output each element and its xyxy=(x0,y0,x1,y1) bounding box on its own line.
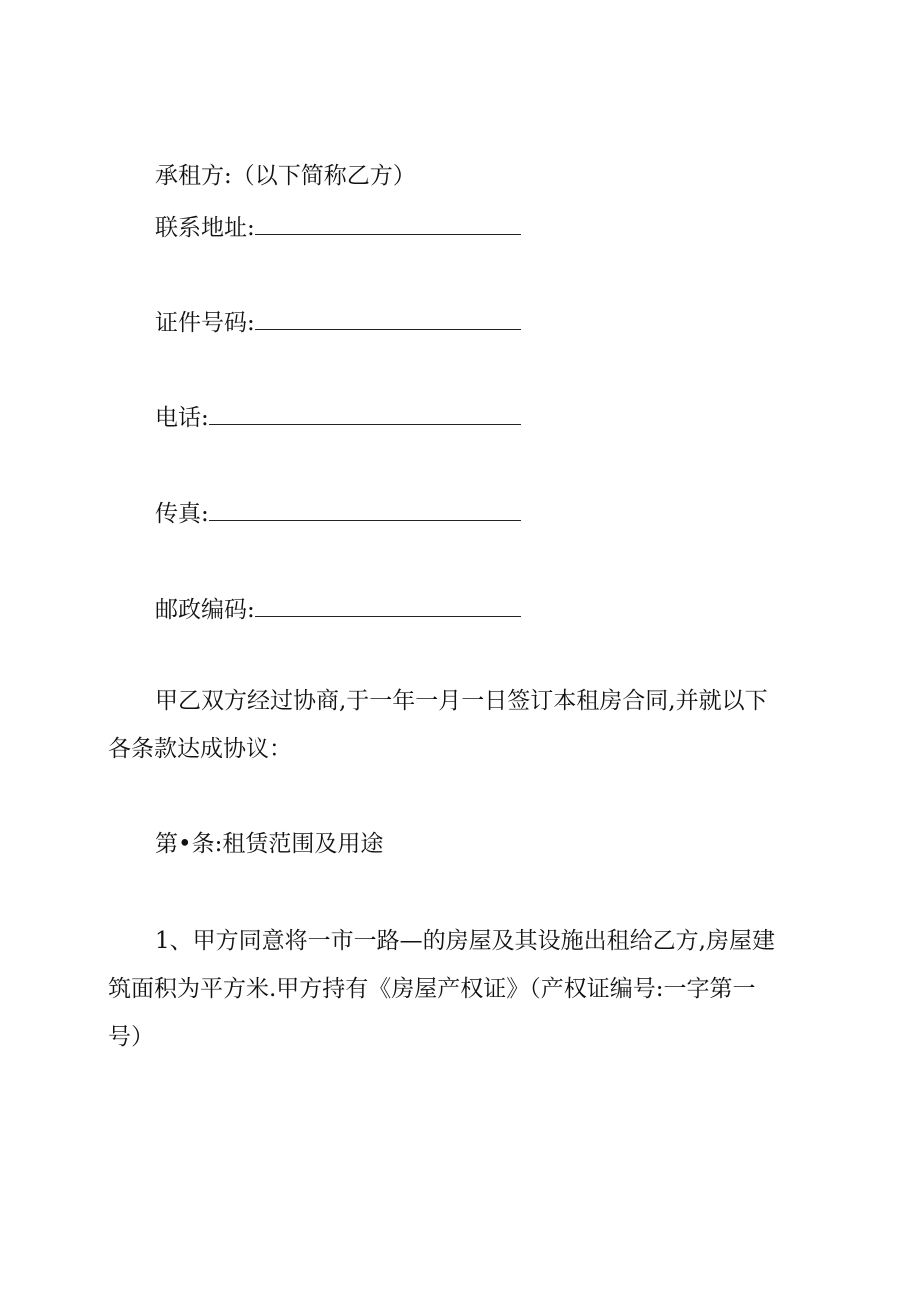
id-number-field xyxy=(155,305,521,339)
lessee-heading: 承租方:（以下简称乙方） xyxy=(155,163,416,189)
postal-code-blank[interactable] xyxy=(255,592,521,617)
address-blank[interactable] xyxy=(255,210,521,235)
postal-code-field xyxy=(155,592,521,626)
clause-1-line-1: 1、甲方同意将一市一路—的房屋及其设施出租给乙方,房屋建 xyxy=(155,928,775,954)
agreement-text-line-2: 各条款达成协议： xyxy=(108,736,292,762)
clause-1-line-2: 筑面积为平方米.甲方持有《房屋产权证》（产权证编号:一字第一 xyxy=(108,976,756,1002)
phone-blank[interactable] xyxy=(209,400,521,425)
postal-code-label: 邮政编码: xyxy=(155,597,255,623)
fax-label: 传真: xyxy=(155,501,209,527)
phone-field xyxy=(155,400,521,434)
id-number-blank[interactable] xyxy=(255,305,521,330)
article-1-title: 第•条:租赁范围及用途 xyxy=(155,831,384,857)
id-number-label: 证件号码: xyxy=(155,310,255,336)
address-field xyxy=(155,210,521,244)
fax-blank[interactable] xyxy=(209,496,521,521)
clause-1-line-3: 号） xyxy=(108,1024,154,1050)
phone-label: 电话: xyxy=(155,405,209,431)
agreement-text-line-1: 甲乙双方经过协商,于一年一月一日签订本租房合同,并就以下 xyxy=(155,688,768,714)
address-label: 联系地址: xyxy=(155,215,255,241)
fax-field xyxy=(155,496,521,530)
